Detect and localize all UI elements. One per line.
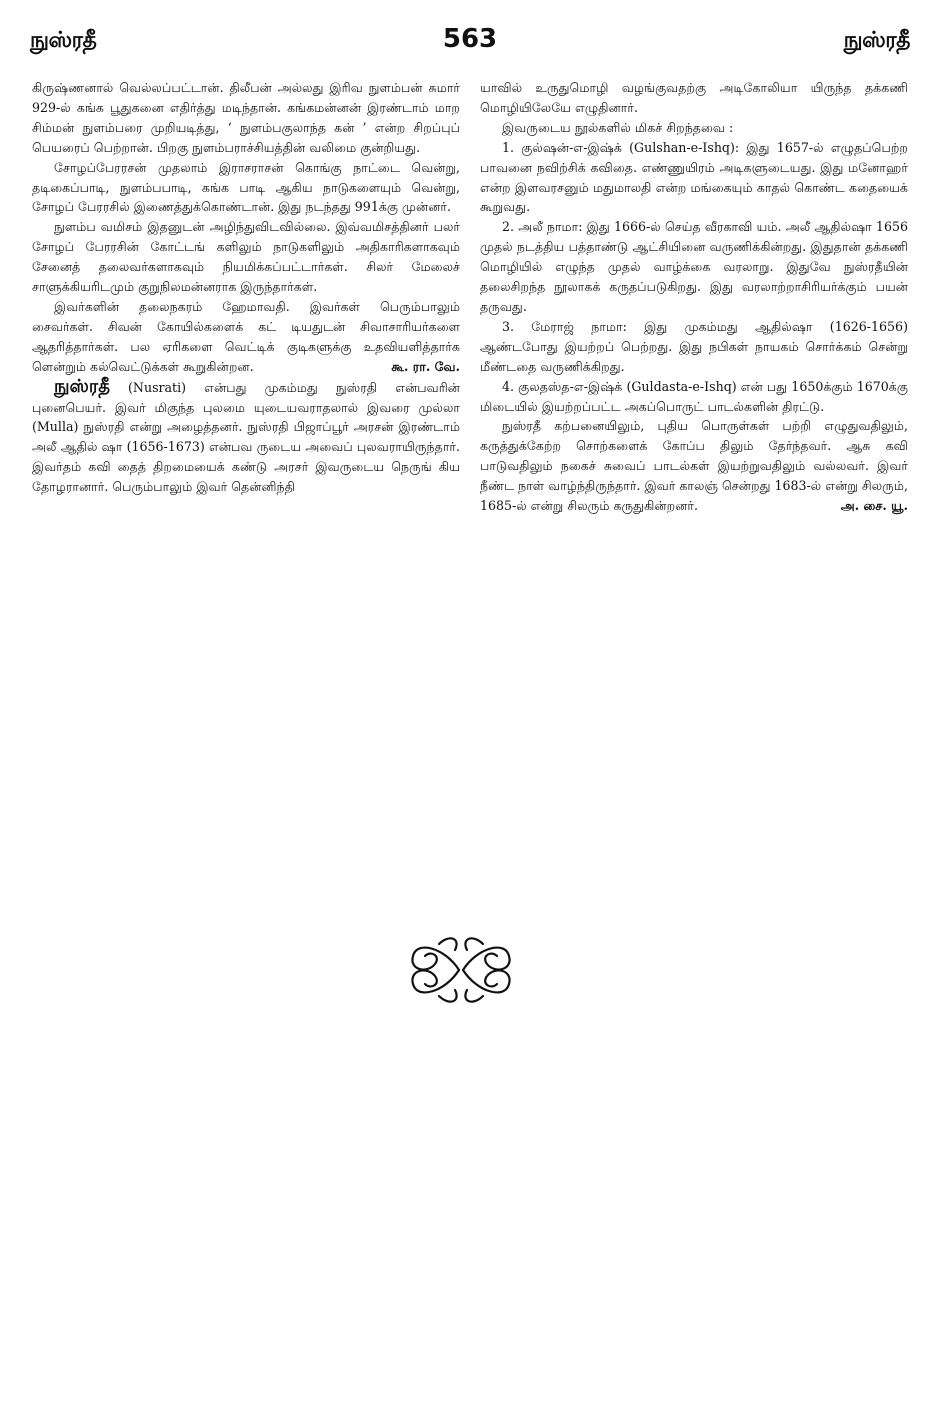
list-item: 2. அலீ நாமா: இது 1666-ல் செய்த வீரகாவி யம். அலீ ஆதில்ஷா 1656 முதல் நடத்திய பத்தாண்டு ஆட்சியினை வருணிக்கின்றது. இதுதான் தக்கணி மொழியில் எழுந்த முதல் வாழ்க்கை வரலாறு. இதுவே நுஸ்ரதீயின் தலைசிறந்த நூலாகக் கருதப்படுகிறது. இது வரலாற்றாசிரியர்க்கும் பயன் தருவது. xyxy=(480,219,908,314)
paragraph: கிருஷ்ணனால் வெல்லப்பட்டான். திலீபன் அல்லது இரிவ நுளம்பன் சுமார் 929-ல் கங்க பூதுகனை எதிர்த்து மடிந்தான். கங்கமன்னன் இரண்டாம் மாற சிம்மன் நுளம்பரை முறியடித்து, ‘ நுளம்பகுலாந்த கன் ’ என்ற சிறப்புப் பெயரைப் பெற்றான். பிறகு நுளம்பராச்சியத்தின் வலிமை குன்றியது. xyxy=(32,80,460,155)
list-item: 1. குல்ஷன்-எ-இஷ்க் (Gulshan-e-Ishq): இது 1657-ல் எழுதப்பெற்ற பாவனை நவிற்சிக் கவிதை. எண்ணுயிரம் அடிகளுடையது. இது மனோஹர் என்ற இளவரசனும் மதுமாலதி என்ற மங்கையும் காதல் கொண்ட கதையைக் கூறுவது. xyxy=(480,139,908,215)
entry-body: (Nusrati) என்பது முகம்மது நுஸ்ரதி என்பவரின் புனைபெயர். இவர் மிகுந்த புலமை யுடையவராதலால் இவரை முல்லா (Mulla) நுஸ்ரதி என்று அழைத்தனர். நுஸ்ரதி பிஜாப்பூர் அரசன் இரண்டாம் அலீ ஆதில் ஷா (1656-1673) என்பவ ருடைய அவைப் புலவராயிருந்தார். இவர்தம் கவி தைத் திறமையைக் கண்டு அரசர் இவருடைய நெருங் கிய தோழரானார். பெரும்பாலும் இவர் தென்னிந்தி xyxy=(32,379,460,495)
page-number: 563 xyxy=(442,24,498,54)
paragraph-with-signature xyxy=(32,297,460,377)
paragraph: சோழப்பேரரசன் முதலாம் இராசராசன் கொங்கு நாட்டை வென்று, தடிகைப்பாடி, நுளம்பபாடி, கங்க பாடி ஆகிய நாடுகளையும் வென்று, சோழப் பேரரசில் இணைத்துக்கொண்டான். இது நடந்தது 991க்கு முன்னர். xyxy=(32,159,460,215)
entry-paragraph xyxy=(32,377,460,497)
list-item: 4. குலதஸ்த-எ-இஷ்க் (Guldasta-e-Ishq) என் பது 1650க்கும் 1670க்கு மிடையில் இயற்றப்பட்ட அகப்பொருட் பாடல்களின் திரட்டு. xyxy=(480,378,908,414)
paragraph-text: நுஸ்ரதீ கற்பனையிலும், புதிய பொருள்கள் பற்றி எழுதுவதிலும், கருத்துக்கேற்ற சொற்களைக் கோப்ப திலும் தேர்ந்தவர். ஆசு கவி பாடுவதிலும் நகைச் சுவைப் பாடல்கள் இயற்றுவதிலும் வல்லவர். இவர் நீண்ட நாள் வாழ்ந்திருந்தார். இவர் காலஞ் சென்றது 1683-ல் என்று சிலரும், 1685-ல் என்று சிலரும் கருதுகின்றனர். xyxy=(480,418,908,514)
paragraph-text: இவர்களின் தலைநகரம் ஹேமாவதி. இவர்கள் பெரும்பாலும் சைவர்கள். சிவன் கோயில்களைக் கட் டியதுடன் சிவாசாரியர்களை ஆதரித்தார்கள். பல ஏரிகளை வெட்டிக் குடிகளுக்கு உதவியளித்தார்க ளென்றும் கல்வெட்டுக்கள் கூறுகின்றன. xyxy=(32,298,460,374)
list-item: 3. மேராஜ் நாமா: இது முகம்மது ஆதில்ஷா (1626-1656) ஆண்டபோது இயற்றப் பெற்றது. இது நபிகள் நாயகம் சொர்க்கம் சென்று மீண்டதை வருணிக்கிறது. xyxy=(480,318,908,374)
entry-title: நுஸ்ரதீ xyxy=(54,375,110,397)
author-signature: அ. சை. யூ. xyxy=(840,498,908,514)
paragraph: யாவில் உருதுமொழி வழங்குவதற்கு அடிகோலியா யிருந்த தக்கணி மொழியிலேயே எழுதினார். xyxy=(480,80,908,115)
paragraph-with-signature xyxy=(480,416,908,516)
right-running-head: நுஸ்ரதீ xyxy=(843,28,910,53)
left-running-head: நுஸ்ரதீ xyxy=(30,28,97,53)
right-column xyxy=(480,78,908,516)
paragraph: இவருடைய நூல்களில் மிகச் சிறந்தவை : xyxy=(502,119,734,135)
floral-ornament-icon xyxy=(405,930,517,1010)
author-signature: கூ. ரா. வே. xyxy=(391,358,460,374)
paragraph: நுளம்ப வமிசம் இதனுடன் அழிந்துவிடவில்லை. இவ்வமிசத்தினர் பலர் சோழப் பேரரசின் கோட்டங் களிலும் நாடுகளிலும் அதிகாரிகளாகவும் சேனைத் தலைவர்களாகவும் நியமிக்கப்பட்டார்கள். சிலர் மேலைச் சாளுக்கியரிடமும் குறுநிலமன்னராக இருந்தார்கள். xyxy=(32,219,460,295)
left-column xyxy=(32,78,460,497)
page-header xyxy=(30,24,910,64)
